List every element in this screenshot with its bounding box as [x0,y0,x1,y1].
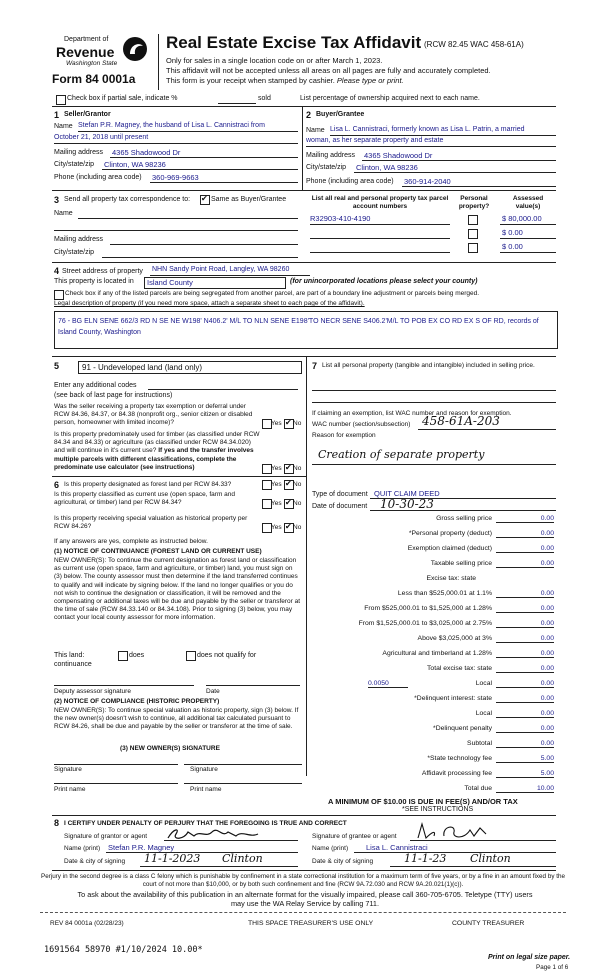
notice1-body: NEW OWNER(S): To continue the current designation as forest land or classification as current use (open space, farm and agriculture, or timber) land, you must sign on (3) below. The county assessor must then determine if the land transferred continues to qualify and will indicate by signing below. If the land no longer qualifies or you do not wish to continue the designation or classification, it will be removed and the compensating or additional taxes will be due and payable by the seller or transferor at the time of sale (RCW 84.33.140 or 84.34.108). Prior to signing (3) below, you may contact your local county assessor for more information. [54,557,301,622]
q-current-use-yes-label: Yes [271,500,282,507]
seller-phone-value[interactable]: 360-969-9663 [152,173,199,182]
personal-property-line1 [312,390,556,391]
tax-row-tier4 [312,635,556,646]
tax-value[interactable]: 10.00 [496,785,554,793]
col-divider-57 [306,356,307,776]
parcel-row-3 [310,242,556,254]
parcel-number[interactable]: R32903-410-4190 [310,214,371,223]
certify-text: I CERTIFY UNDER PENALTY OF PERJURY THAT THE FOREGOING IS TRUE AND CORRECT [64,820,347,827]
tax-label: Total excise tax: state [427,665,492,672]
q-forest: Is this property designated as forest land per RCW 84.33? [64,481,232,488]
legal-description-text: 76 - BG ELN SENE 662/3 RD N SE NE W198' N406.2' M/L TO NLN SENE E198'TO NECR SENE S406.2'M/L TO POB EX CO RD EX S OF RD, records of Island County, Washington [58,318,539,336]
q-historic-no-label: No [293,524,302,531]
dept-line1: Department of [64,36,109,43]
assessed-value-line [500,224,556,225]
tax-label: *State technology fee [427,755,492,762]
partial-sale-sold: sold [258,95,271,102]
header-line3-text: This form is your receipt when stamped by cashier. [166,76,335,85]
tax-value[interactable]: 5.00 [496,755,554,763]
tax-row-delinquent-state [312,695,556,706]
buyer-phone-label: Phone (including area code) [306,178,394,185]
buyer-phone-value[interactable]: 360-914-2040 [404,177,451,186]
tax-label: Affidavit processing fee [421,770,492,777]
partial-sale-line [218,103,256,104]
footer-divider [52,870,556,871]
buyer-city-label: City/state/zip [306,164,347,171]
corr-city-line [102,257,298,258]
deputy-date-label: Date [206,688,220,695]
buyer-name-line1 [330,135,556,136]
tax-row-excise-heading [312,575,556,586]
buyer-name-value1[interactable]: Lisa L. Cannistraci, formerly known as Lisa L. Patrin, a married [330,126,525,133]
deputy-sig-line [54,685,194,686]
grantee-name-line [354,852,556,853]
grantee-date-value[interactable]: 11-1-23 [404,852,447,865]
buyer-mail-label: Mailing address [306,152,356,159]
section1-number: 1 [54,110,60,120]
tax-label: From $1,525,000.01 to $3,025,000 at 2.75% [358,620,492,627]
tax-row-taxable [312,560,556,571]
tax-value[interactable]: 0.00 [496,665,554,673]
seller-city-label: City/state/zip [54,161,95,168]
row-divider-5 [52,476,306,477]
q-exemption-yes-label: Yes [271,420,282,427]
q-forest-no-label: No [293,481,302,488]
parcel-number-line [310,224,450,225]
deputy-sig-label: Deputy assessor signature [54,688,131,695]
personal-property-line2 [312,402,556,403]
tax-value[interactable]: 0.00 [496,710,554,718]
tax-row-total-due [312,785,556,796]
seller-name-line2 [54,143,298,144]
tax-value[interactable]: 5.00 [496,770,554,778]
local-rate-value[interactable]: 0.0050 [368,680,408,688]
tax-label: Above $3,025,000 at 3% [417,635,492,642]
tax-row-agri [312,650,556,661]
q-forest-yes-label: Yes [271,481,282,488]
row-divider-6 [52,815,556,816]
doc-date-value[interactable]: 10-30-23 [380,497,434,511]
row-divider-3 [52,262,556,263]
tax-row-delinquent-local [312,710,556,721]
q-timber-yes-label: Yes [271,465,282,472]
treasurer-divider [40,912,566,913]
tax-value[interactable]: 0.00 [496,605,554,613]
grantee-name-value[interactable]: Lisa L. Cannistraci [366,843,428,852]
legal-description-box[interactable] [54,311,558,349]
q-forest-check-icon: ✔ [285,479,292,488]
q-timber-no-label: No [293,465,302,472]
row-divider-4 [52,356,556,357]
new-owner-print-label2: Print name [190,786,222,793]
row-divider-2 [52,190,556,191]
parcel-number-line [310,238,450,239]
section5-number: 5 [54,361,60,371]
q-timber-text: Is this property predominately used for timber (as classified under RCW 84.34 and 84.33) or agriculture (as classified under RCW 84.34.020) and will continue in it's current use? [54,431,260,455]
new-owner-sig-line2 [184,764,302,765]
buyer-mail-value[interactable]: 4365 Shadowood Dr [364,151,433,160]
land-use-select[interactable] [78,361,302,374]
parcel-row-1 [310,214,556,226]
does-not-checkbox[interactable] [186,651,196,661]
doc-type-value[interactable]: QUIT CLAIM DEED [374,489,440,498]
tax-value[interactable]: 0.00 [496,545,554,553]
grantor-signature[interactable] [166,826,266,842]
header-line3-italic: Please type or print. [336,76,404,85]
legal-label: Legal description of property (if you need more space, attach a separate sheet to each page of the affidavit). [54,300,365,307]
deputy-date-line [206,685,300,686]
grantor-date-value[interactable]: 11-1-2023 [144,852,201,865]
parcel-number-line [310,252,450,253]
tax-label: *Delinquent interest: state [414,695,492,702]
street-line [150,275,310,276]
new-owner-print-line1 [54,783,178,784]
if-yes-note: If any answers are yes, complete as instructed below. [54,538,208,545]
assessed-value[interactable]: $ 0.00 [502,242,523,251]
county-value: Island County [147,278,193,287]
tax-label: Local [475,680,492,687]
buyer-name-value2[interactable]: woman, as her separate property and estate [306,137,444,144]
section6-number: 6 [54,480,60,490]
seller-name-value1[interactable]: Stefan P.R. Magney, the husband of Lisa L. Cannistraci from [78,122,265,129]
does-checkbox[interactable] [118,651,128,661]
tax-label: Gross selling price [436,515,492,522]
tax-row-local [312,680,556,691]
parcel-row-2 [310,228,556,240]
tax-row-penalty [312,725,556,736]
section4-number: 4 [54,266,60,276]
q-timber-check-icon: ✔ [285,463,292,472]
tax-label: Less than $525,000.01 at 1.1% [397,590,492,597]
new-owner-sig-label1: Signature [54,766,82,773]
buyer-city-value[interactable]: Clinton, WA 98236 [356,163,418,172]
tax-row-tier1 [312,590,556,601]
grantee-name-label: Name (print) [312,845,349,852]
tax-label: Exemption claimed (deduct) [407,545,492,552]
corr-mail-label: Mailing address [54,236,104,243]
street-value[interactable]: NHN Sandy Point Road, Langley, WA 98260 [152,266,290,273]
partial-sale-checkbox[interactable] [56,95,66,105]
tax-label: Local [475,710,492,717]
buyer-mail-line [362,160,556,161]
seller-name-label: Name [54,123,73,130]
notice2-body: NEW OWNER(S): To continue special valuation as historic property, sign (3) below. If the new owner(s) doesn't wish to continue, all additional tax calculated pursuant to RCW 84.26, shall be due and payable by the seller or transferor at the time of sale. [54,707,299,731]
form-rcw: (RCW 82.45 WAC 458-61A) [424,40,524,49]
tax-label: From $525,000.01 to $1,525,000 at 1.28% [364,605,492,612]
legal-paper-note: Print on legal size paper. [488,954,571,961]
minimum-note: A MINIMUM OF $10.00 IS DUE IN FEE(S) AND/OR TAX [328,797,518,806]
grantee-signature[interactable] [414,822,494,842]
grantor-name-value[interactable]: Stefan P.R. Magney [108,843,175,852]
tax-value[interactable]: 0.00 [496,620,554,628]
header-line2: This affidavit will not be accepted unless all areas on all pages are fully and accurately completed. [166,66,491,75]
corr-name-line [78,218,298,219]
grantor-city-value[interactable]: Clinton [222,852,263,865]
section3-text: Send all property tax correspondence to: [64,196,191,203]
section7-number: 7 [312,361,318,371]
tax-row-gross [312,515,556,526]
corr-mail-line [110,244,298,245]
corr-blank-line [54,230,298,231]
same-as-buyer-label: Same as Buyer/Grantee [211,196,287,203]
segregated-label: Check box if any of the listed parcels are being segregated from another parcel, are part of a boundary line adjustment or parcels being merged. [65,290,480,297]
seller-phone-line [150,182,298,183]
q-exemption-check-icon: ✔ [285,418,292,427]
buyer-phone-line [402,186,556,187]
reason-label: Reason for exemption [312,432,376,439]
section8-number: 8 [54,818,60,828]
tax-value[interactable]: 0.00 [496,530,554,538]
parcel-col3: Assessed value(s) [512,195,544,210]
tax-row-tier3 [312,620,556,631]
seller-name-line1 [78,131,298,132]
notice3-heading: (3) NEW OWNER(S) SIGNATURE [120,745,220,752]
tax-value[interactable]: 0.00 [496,635,554,643]
new-owner-print-line2 [184,783,302,784]
cashier-stamp: 1691564 58970 #1/10/2024 10.00* [44,945,203,955]
q-historic-check-icon: ✔ [285,522,292,531]
street-label: Street address of property [62,268,143,275]
land-use-value: 91 - Undeveloped land (land only) [82,363,203,372]
grantor-name-line [106,852,298,853]
grantee-date-label: Date & city of signing [312,858,374,865]
q-timber-bold: If yes and the transfer involves multiple parcels with different classifications, complete the predominate use calculator (see instructions) [54,447,254,471]
q-exemption-no-label: No [293,420,302,427]
doc-type-label: Type of document [312,491,368,498]
doc-date-label: Date of document [312,503,368,510]
tax-row-exemption [312,545,556,556]
perjury-notice: Perjury in the second degree is a class C felony which is punishable by confinement in a state correctional institution for a maximum term of five years, or by a fine in an amount fixed by the court of not more than $10,000, or by both such confinement and fine (RCW 9A.72.030 and RCW 9A.20.021(1)(c)). [41,873,565,888]
tax-label: *Delinquent penalty [433,725,492,732]
grantor-date-line [140,866,298,867]
corr-city-label: City/state/zip [54,249,95,256]
dept-line2: Revenue [56,44,115,60]
assessed-value[interactable]: $ 80,000.00 [502,214,542,223]
seller-mail-value[interactable]: 4365 Shadowood Dr [112,148,181,157]
section2-number: 2 [306,110,312,120]
grantee-sig-label: Signature of grantee or agent [312,833,397,840]
wac-label: WAC number (section/subsection) [312,421,411,428]
tax-value[interactable]: 0.00 [496,590,554,598]
form-title: Real Estate Excise Tax Affidavit [166,33,422,52]
reason-value[interactable]: Creation of separate property [318,448,485,461]
section7-text: List all personal property (tangible and intangible) included in selling price. [322,362,535,369]
q-current-use: Is this property classified as current use (open space, farm and agricultural, or timber) land per RCW 84.34? [54,491,236,507]
assessed-value-line [500,238,556,239]
q-timber [54,431,260,472]
tax-label: Total due [464,785,492,792]
wac-line [418,429,556,430]
this-land-label: This land: [54,652,85,659]
assessed-value[interactable]: $ 0.00 [502,228,523,237]
personal-property-checkbox[interactable] [468,215,478,225]
q-historic-yes-label: Yes [271,524,282,531]
partial-sale-label: Check box if partial sale, indicate % [67,95,178,102]
tax-row-tech-fee [312,755,556,766]
wac-value[interactable]: 458-61A-203 [422,414,500,428]
tax-value[interactable]: 0.00 [496,680,554,688]
header-divider [158,34,159,90]
tax-row-processing-fee [312,770,556,781]
new-owner-sig-line1 [54,764,178,765]
county-note: (for unincorporated locations please select your county) [290,278,478,285]
dept-line3: Washington State [66,60,118,67]
assessed-value-line [500,252,556,253]
tax-row-tier2 [312,605,556,616]
q-current-use-no-label: No [293,500,302,507]
q-historic: Is this property receiving special valuation as historical property per RCW 84.26? [54,515,248,531]
tax-label: *Personal property (deduct) [408,530,492,537]
parcel-col2: Personal property? [458,195,490,210]
revenue-logo-icon [122,36,148,62]
seller-mail-label: Mailing address [54,149,104,156]
seller-phone-label: Phone (including area code) [54,174,142,181]
tax-value[interactable]: 0.00 [496,695,554,703]
tax-value[interactable]: 0.00 [496,740,554,748]
buyer-name-line2 [306,146,556,147]
q-exemption: Was the seller receiving a property tax exemption or deferral under RCW 84.36, 84.37, or 84.38 (nonprofit org., senior citizen or disabled person, homeowner with limited income)? [54,403,253,427]
notice1-heading: (1) NOTICE OF CONTINUANCE (FOREST LAND OR CURRENT USE) [54,548,262,555]
treasurer-note: THIS SPACE TREASURER'S USE ONLY [248,920,374,927]
buyer-city-line [354,172,556,173]
col-divider-12 [302,106,303,190]
page-number: Page 1 of 6 [536,964,569,971]
row-divider-1 [52,106,556,107]
header-line1: Only for sales in a single location code on or after March 1, 2023. [166,56,383,65]
claim-label: If claiming an exemption, list WAC number and reason for exemption. [312,410,512,417]
grantor-date-label: Date & city of signing [64,858,126,865]
ownership-note: List percentage of ownership acquired next to each name. [300,95,480,102]
seller-city-line [102,169,298,170]
personal-property-checkbox[interactable] [468,243,478,253]
tax-value[interactable]: 0.00 [496,515,554,523]
personal-property-checkbox[interactable] [468,229,478,239]
codes-note: (see back of last page for instructions) [54,392,173,399]
located-label: This property is located in [54,278,134,285]
reason-line1 [312,464,556,465]
codes-label: Enter any additional codes [54,382,137,389]
same-as-buyer-check-icon: ✔ [201,194,208,203]
new-owner-sig-label2: Signature [190,766,218,773]
new-owner-print-label1: Print name [54,786,86,793]
does-not-label: does not qualify for [197,652,257,659]
seller-city-value[interactable]: Clinton, WA 98236 [104,160,166,169]
notice2-heading: (2) NOTICE OF COMPLIANCE (HISTORIC PROPERTY) [54,698,220,705]
parcel-col1: List all real and personal property tax parcel account numbers [311,195,449,210]
corr-name-label: Name [54,210,73,217]
tax-label: Agricultural and timberland at 1.28% [382,650,492,657]
segregated-checkbox[interactable] [54,290,64,300]
see-instructions: *SEE INSTRUCTIONS [402,806,474,813]
grantee-city-value[interactable]: Clinton [470,852,511,865]
tax-label: Excise tax: state [426,575,476,582]
tax-row-subtotal [312,740,556,751]
tax-label: Subtotal [467,740,492,747]
continuance-label: continuance [54,661,92,668]
county-select[interactable] [144,277,286,289]
rev-number: REV 84 0001a (02/28/23) [50,920,124,927]
seller-mail-line [110,157,298,158]
codes-line [148,389,298,390]
form-number: Form 84 0001a [52,72,136,86]
tax-row-personal [312,530,556,541]
tax-value[interactable]: 0.00 [496,560,554,568]
buyer-heading: Buyer/Grantee [316,111,365,118]
grantor-name-label: Name (print) [64,845,101,852]
tax-row-total-state [312,665,556,676]
section3-number: 3 [54,195,60,205]
tax-value[interactable]: 0.00 [496,650,554,658]
q-current-use-check-icon: ✔ [285,498,292,507]
seller-name-value2[interactable]: October 21, 2018 until present [54,134,149,141]
tax-value[interactable]: 0.00 [496,725,554,733]
tax-label: Taxable selling price [430,560,492,567]
header-line3 [166,76,404,85]
buyer-name-label: Name [306,127,325,134]
does-label: does [129,652,145,659]
county-treasurer: COUNTY TREASURER [452,920,525,927]
alt-format-notice: To ask about the availability of this publication in an alternate format for the visually impaired, please call 360-705-6705. Teletype (TTY) users may use the WA Relay Service by calling 711. [77,890,533,908]
grantor-sig-label: Signature of grantor or agent [64,833,148,840]
seller-heading: Seller/Grantor [64,111,111,118]
grantee-date-line [390,866,556,867]
